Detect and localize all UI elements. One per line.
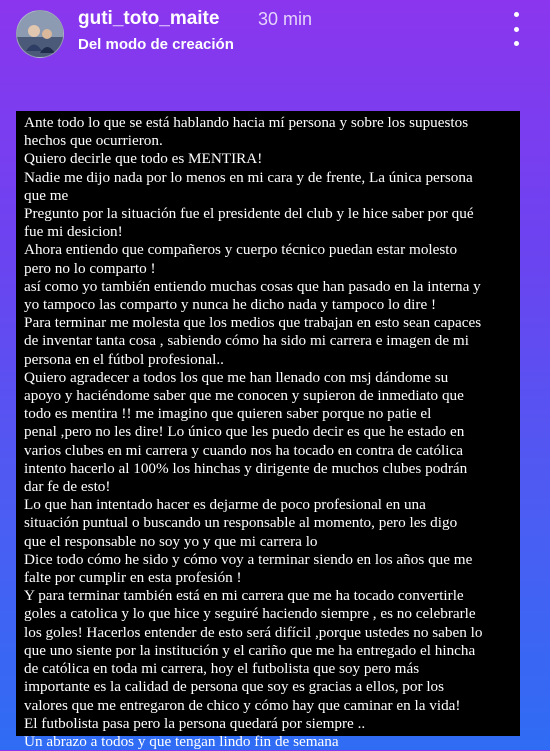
post-time: 30 min xyxy=(258,9,313,29)
statement-line: de inventar tanta cosa , sabiendo cómo ha sido mi carrera e imagen de mi xyxy=(24,332,469,350)
statement-line: persona en el fútbol profesional.. xyxy=(24,350,224,368)
statement-line: Quiero agradecer a todos los que me han llenado con msj dándome su xyxy=(24,368,449,386)
statement-line: Pregunto por la situación fue el presidente del club y le hice saber por qué xyxy=(24,205,474,223)
statement-line: El futbolista pasa pero la persona quedará por siempre .. xyxy=(24,714,366,732)
statement-line: goles a catolica y lo que hice y seguiré haciendo siempre , es no celebrarle xyxy=(24,605,476,623)
statement-line: varios clubes en mi carrera y cuando nos ha tocado en contra de católica xyxy=(24,441,463,459)
statement-line: valores que me entregaron de chico y cómo hay que caminar en la vida! xyxy=(24,696,461,714)
statement-line: falte por cumplir en esta profesión ! xyxy=(24,569,242,587)
statement-line: dar fe de esto! xyxy=(24,478,111,496)
avatar[interactable] xyxy=(16,10,64,58)
statement-line: yo tampoco las comparto y nunca he dicho nada y tampoco lo dire ! xyxy=(24,296,437,314)
statement-line: fue mi desicion! xyxy=(24,223,123,241)
statement-line: que el responsable no soy yo y que mi carrera lo xyxy=(24,532,318,550)
story-subtitle: Del modo de creación xyxy=(78,36,234,53)
statement-line: Ahora entiendo que compañeros y cuerpo técnico puedan estar molesto xyxy=(24,241,458,259)
statement-line: Nadie me dijo nada por lo menos en mi cara y de frente, La única persona xyxy=(24,168,473,186)
statement-line: todo es mentira !! me imagino que quieren saber porque no patie el xyxy=(24,405,432,423)
statement-line: que me xyxy=(24,186,69,204)
statement-line: así como yo también entiendo muchas cosas que han pasado en la interna y xyxy=(24,277,481,295)
statement-line: hechos que ocurrieron. xyxy=(24,132,163,150)
statement-line: Quiero decirle que todo es MENTIRA! xyxy=(24,150,263,168)
statement-text-card xyxy=(16,111,520,750)
statement-line: Lo que han intentado hacer es dejarme de poco profesional en una xyxy=(24,496,426,514)
avatar-photo xyxy=(17,11,63,57)
statement-line: importante es la calidad de persona que soy es gracias a ellos, por los xyxy=(24,678,445,696)
statement-line: Dice todo cómo he sido y cómo voy a terminar siendo en los años que me xyxy=(24,550,473,568)
statement-line: penal ,pero no les dire! Lo único que les puedo decir es que he estado en xyxy=(24,423,465,441)
statement-line: Y para terminar también está en mi carrera que me ha tocado convertirle xyxy=(24,587,464,605)
statement-line: Para terminar me molesta que los medios que trabajan en esto sean capaces xyxy=(24,314,482,332)
statement-line: situación puntual o buscando un responsable al momento, pero les digo xyxy=(24,514,458,532)
username[interactable]: guti_toto_maite xyxy=(78,8,220,29)
statement-line: que uno siente por la institución y el cariño que me ha entregado el hincha xyxy=(24,641,476,659)
more-vertical-icon[interactable] xyxy=(504,12,528,46)
statement-line: de católica en toda mi carrera, hoy el futbolista que soy pero más xyxy=(24,660,420,678)
statement-line: apoyo y haciéndome saber que me conocen y supieron de inmediato que xyxy=(24,387,464,405)
statement-line: Un abrazo a todos y que tengan lindo fin de semana xyxy=(24,732,339,750)
statement-line: pero no lo comparto ! xyxy=(24,259,156,277)
statement-line: Ante todo lo que se está hablando hacia mí persona y sobre los supuestos xyxy=(24,114,469,131)
story-header xyxy=(0,0,550,70)
statement-line: intento hacerlo al 100% los hinchas y dirigente de muchos clubes podrán xyxy=(24,459,468,477)
statement-line: los goles! Hacerlos entender de esto será difícil ,porque ustedes no saben lo xyxy=(24,623,483,641)
